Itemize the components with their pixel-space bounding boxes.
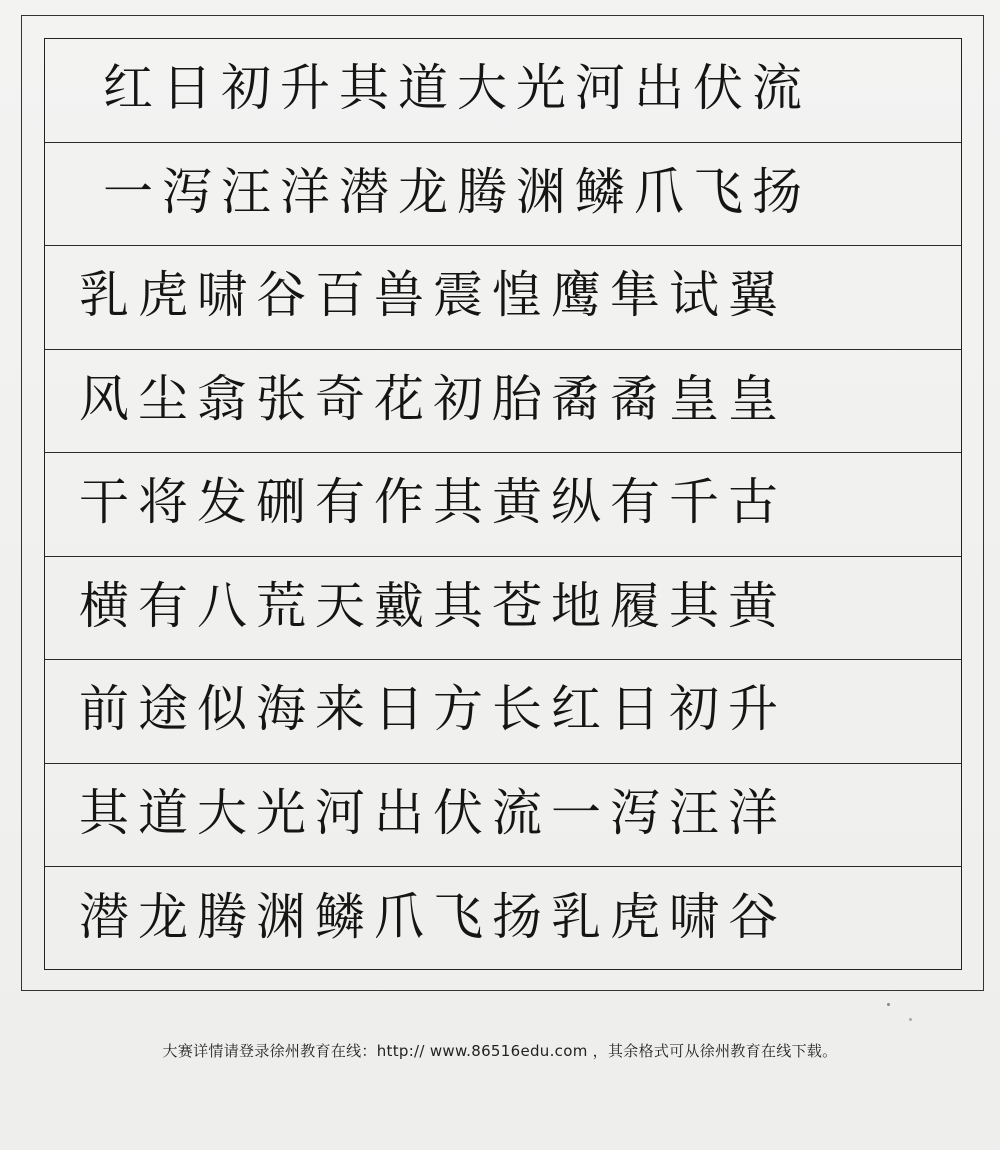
line-text-5: 干将发硎有作其黄纵有千古 [79,473,787,532]
line-text-9: 潜龙腾渊鳞爪飞扬乳虎啸谷 [79,887,787,946]
writing-grid [44,38,962,970]
writing-line-1 [45,39,961,143]
line-text-7: 前途似海来日方长红日初升 [79,680,787,739]
line-text-8: 其道大光河出伏流一泻汪洋 [79,783,787,842]
writing-line-7 [45,660,961,764]
writing-line-6 [45,557,961,661]
line-text-4: 风尘翕张奇花初胎矞矞皇皇 [79,369,787,428]
paper-speck [887,1003,890,1006]
writing-line-3 [45,246,961,350]
line-text-2: 一泻汪洋潜龙腾渊鳞爪飞扬 [103,162,811,221]
writing-line-4 [45,350,961,454]
footer-note: 大赛详情请登录徐州教育在线：http:// www.86516edu.com ，其余格式可从徐州教育在线下载。 [162,1042,838,1060]
writing-line-9 [45,867,961,971]
writing-line-8 [45,764,961,868]
writing-line-5 [45,453,961,557]
line-text-6: 横有八荒天戴其苍地履其黄 [79,576,787,635]
line-text-1: 红日初升其道大光河出伏流 [103,59,811,118]
paper-speck [909,1018,912,1021]
writing-line-2 [45,143,961,247]
line-text-3: 乳虎啸谷百兽震惶鹰隼试翼 [79,266,787,325]
